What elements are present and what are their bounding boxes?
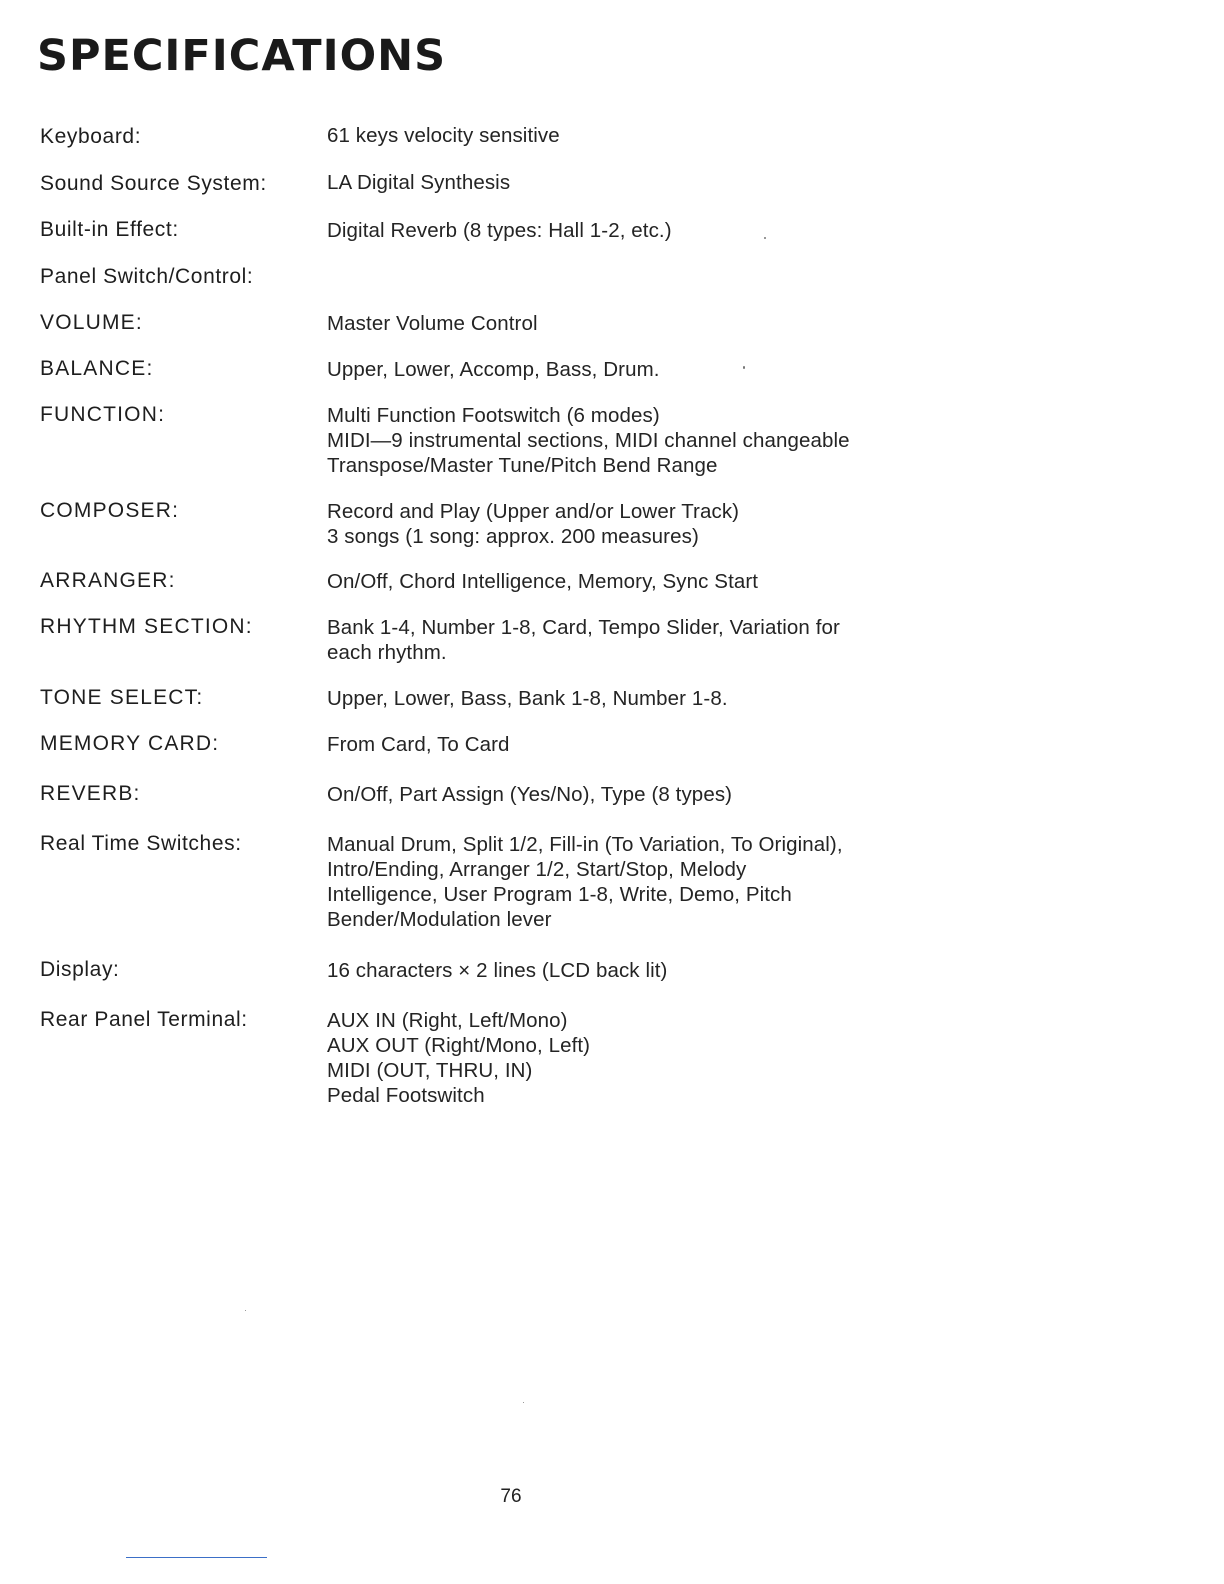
spec-value — [327, 958, 967, 983]
spec-label: Display: — [40, 958, 120, 981]
page-title: SPECIFICATIONS — [37, 31, 447, 81]
spec-label: MEMORY CARD: — [40, 732, 220, 755]
spec-value-line: 61 keys velocity sensitive — [327, 124, 560, 147]
spec-value-line: LA Digital Synthesis — [327, 171, 511, 194]
spec-label: TONE SELECT: — [40, 686, 204, 709]
page-number: 76 — [500, 1486, 522, 1507]
spec-value-line: Transpose/Master Tune/Pitch Bend Range — [327, 454, 718, 477]
spec-value-line: Multi Function Footswitch (6 modes) — [327, 404, 660, 427]
spec-label: Panel Switch/Control: — [40, 265, 254, 288]
spec-value-line: From Card, To Card — [327, 733, 510, 756]
spec-value — [327, 782, 967, 807]
spec-value-line: On/Off, Chord Intelligence, Memory, Sync Start — [327, 570, 759, 593]
spec-label: Keyboard: — [40, 125, 142, 148]
spec-value — [327, 170, 967, 195]
spec-value — [327, 1008, 967, 1108]
spec-value-line: AUX IN (Right, Left/Mono) — [327, 1009, 568, 1032]
spec-value — [327, 732, 967, 757]
spec-label: RHYTHM SECTION: — [40, 615, 253, 638]
spec-value — [327, 357, 967, 382]
spec-value-line: each rhythm. — [327, 641, 447, 664]
spec-label: Real Time Switches: — [40, 832, 242, 855]
spec-value-line: AUX OUT (Right/Mono, Left) — [327, 1034, 591, 1057]
spec-value-line: Bender/Modulation lever — [327, 908, 552, 931]
spec-value — [327, 499, 967, 549]
scan-speck — [743, 366, 745, 369]
spec-value-line: Record and Play (Upper and/or Lower Track) — [327, 500, 740, 523]
spec-value — [327, 615, 967, 665]
spec-label: Rear Panel Terminal: — [40, 1008, 248, 1031]
spec-value-line: On/Off, Part Assign (Yes/No), Type (8 types) — [327, 783, 733, 806]
spec-value-line: Intro/Ending, Arranger 1/2, Start/Stop, Melody — [327, 858, 747, 881]
spec-label: COMPOSER: — [40, 499, 180, 522]
spec-value-line: Manual Drum, Split 1/2, Fill-in (To Variation, To Original), — [327, 833, 843, 856]
spec-value-line: Master Volume Control — [327, 312, 538, 335]
spec-value — [327, 569, 967, 594]
spec-value — [327, 218, 967, 243]
spec-value — [327, 123, 967, 148]
scan-speck — [523, 1402, 524, 1403]
spec-label: Built-in Effect: — [40, 218, 179, 241]
spec-label: VOLUME: — [40, 311, 143, 334]
scan-speck — [764, 237, 766, 239]
spec-value — [327, 311, 967, 336]
spec-value-line: MIDI—9 instrumental sections, MIDI channel changeable — [327, 429, 850, 452]
spec-value-line: Intelligence, User Program 1-8, Write, Demo, Pitch — [327, 883, 792, 906]
spec-value — [327, 686, 967, 711]
spec-value — [327, 832, 967, 932]
spec-label: ARRANGER: — [40, 569, 176, 592]
spec-value-line: Digital Reverb (8 types: Hall 1-2, etc.) — [327, 219, 672, 242]
spec-label: Sound Source System: — [40, 172, 267, 195]
spec-value-line: Upper, Lower, Bass, Bank 1-8, Number 1-8. — [327, 687, 728, 710]
spec-label: BALANCE: — [40, 357, 154, 380]
spec-label: FUNCTION: — [40, 403, 166, 426]
spec-label: REVERB: — [40, 782, 141, 805]
spec-value — [327, 403, 967, 478]
spec-value-line: 16 characters × 2 lines (LCD back lit) — [327, 959, 668, 982]
spec-value-line: Bank 1-4, Number 1-8, Card, Tempo Slider, Variation for — [327, 616, 840, 639]
scan-speck — [245, 1310, 246, 1311]
footer-rule — [126, 1557, 267, 1558]
spec-value-line: 3 songs (1 song: approx. 200 measures) — [327, 525, 699, 548]
spec-value-line: MIDI (OUT, THRU, IN) — [327, 1059, 533, 1082]
spec-value-line: Pedal Footswitch — [327, 1084, 485, 1107]
spec-value-line: Upper, Lower, Accomp, Bass, Drum. — [327, 358, 660, 381]
